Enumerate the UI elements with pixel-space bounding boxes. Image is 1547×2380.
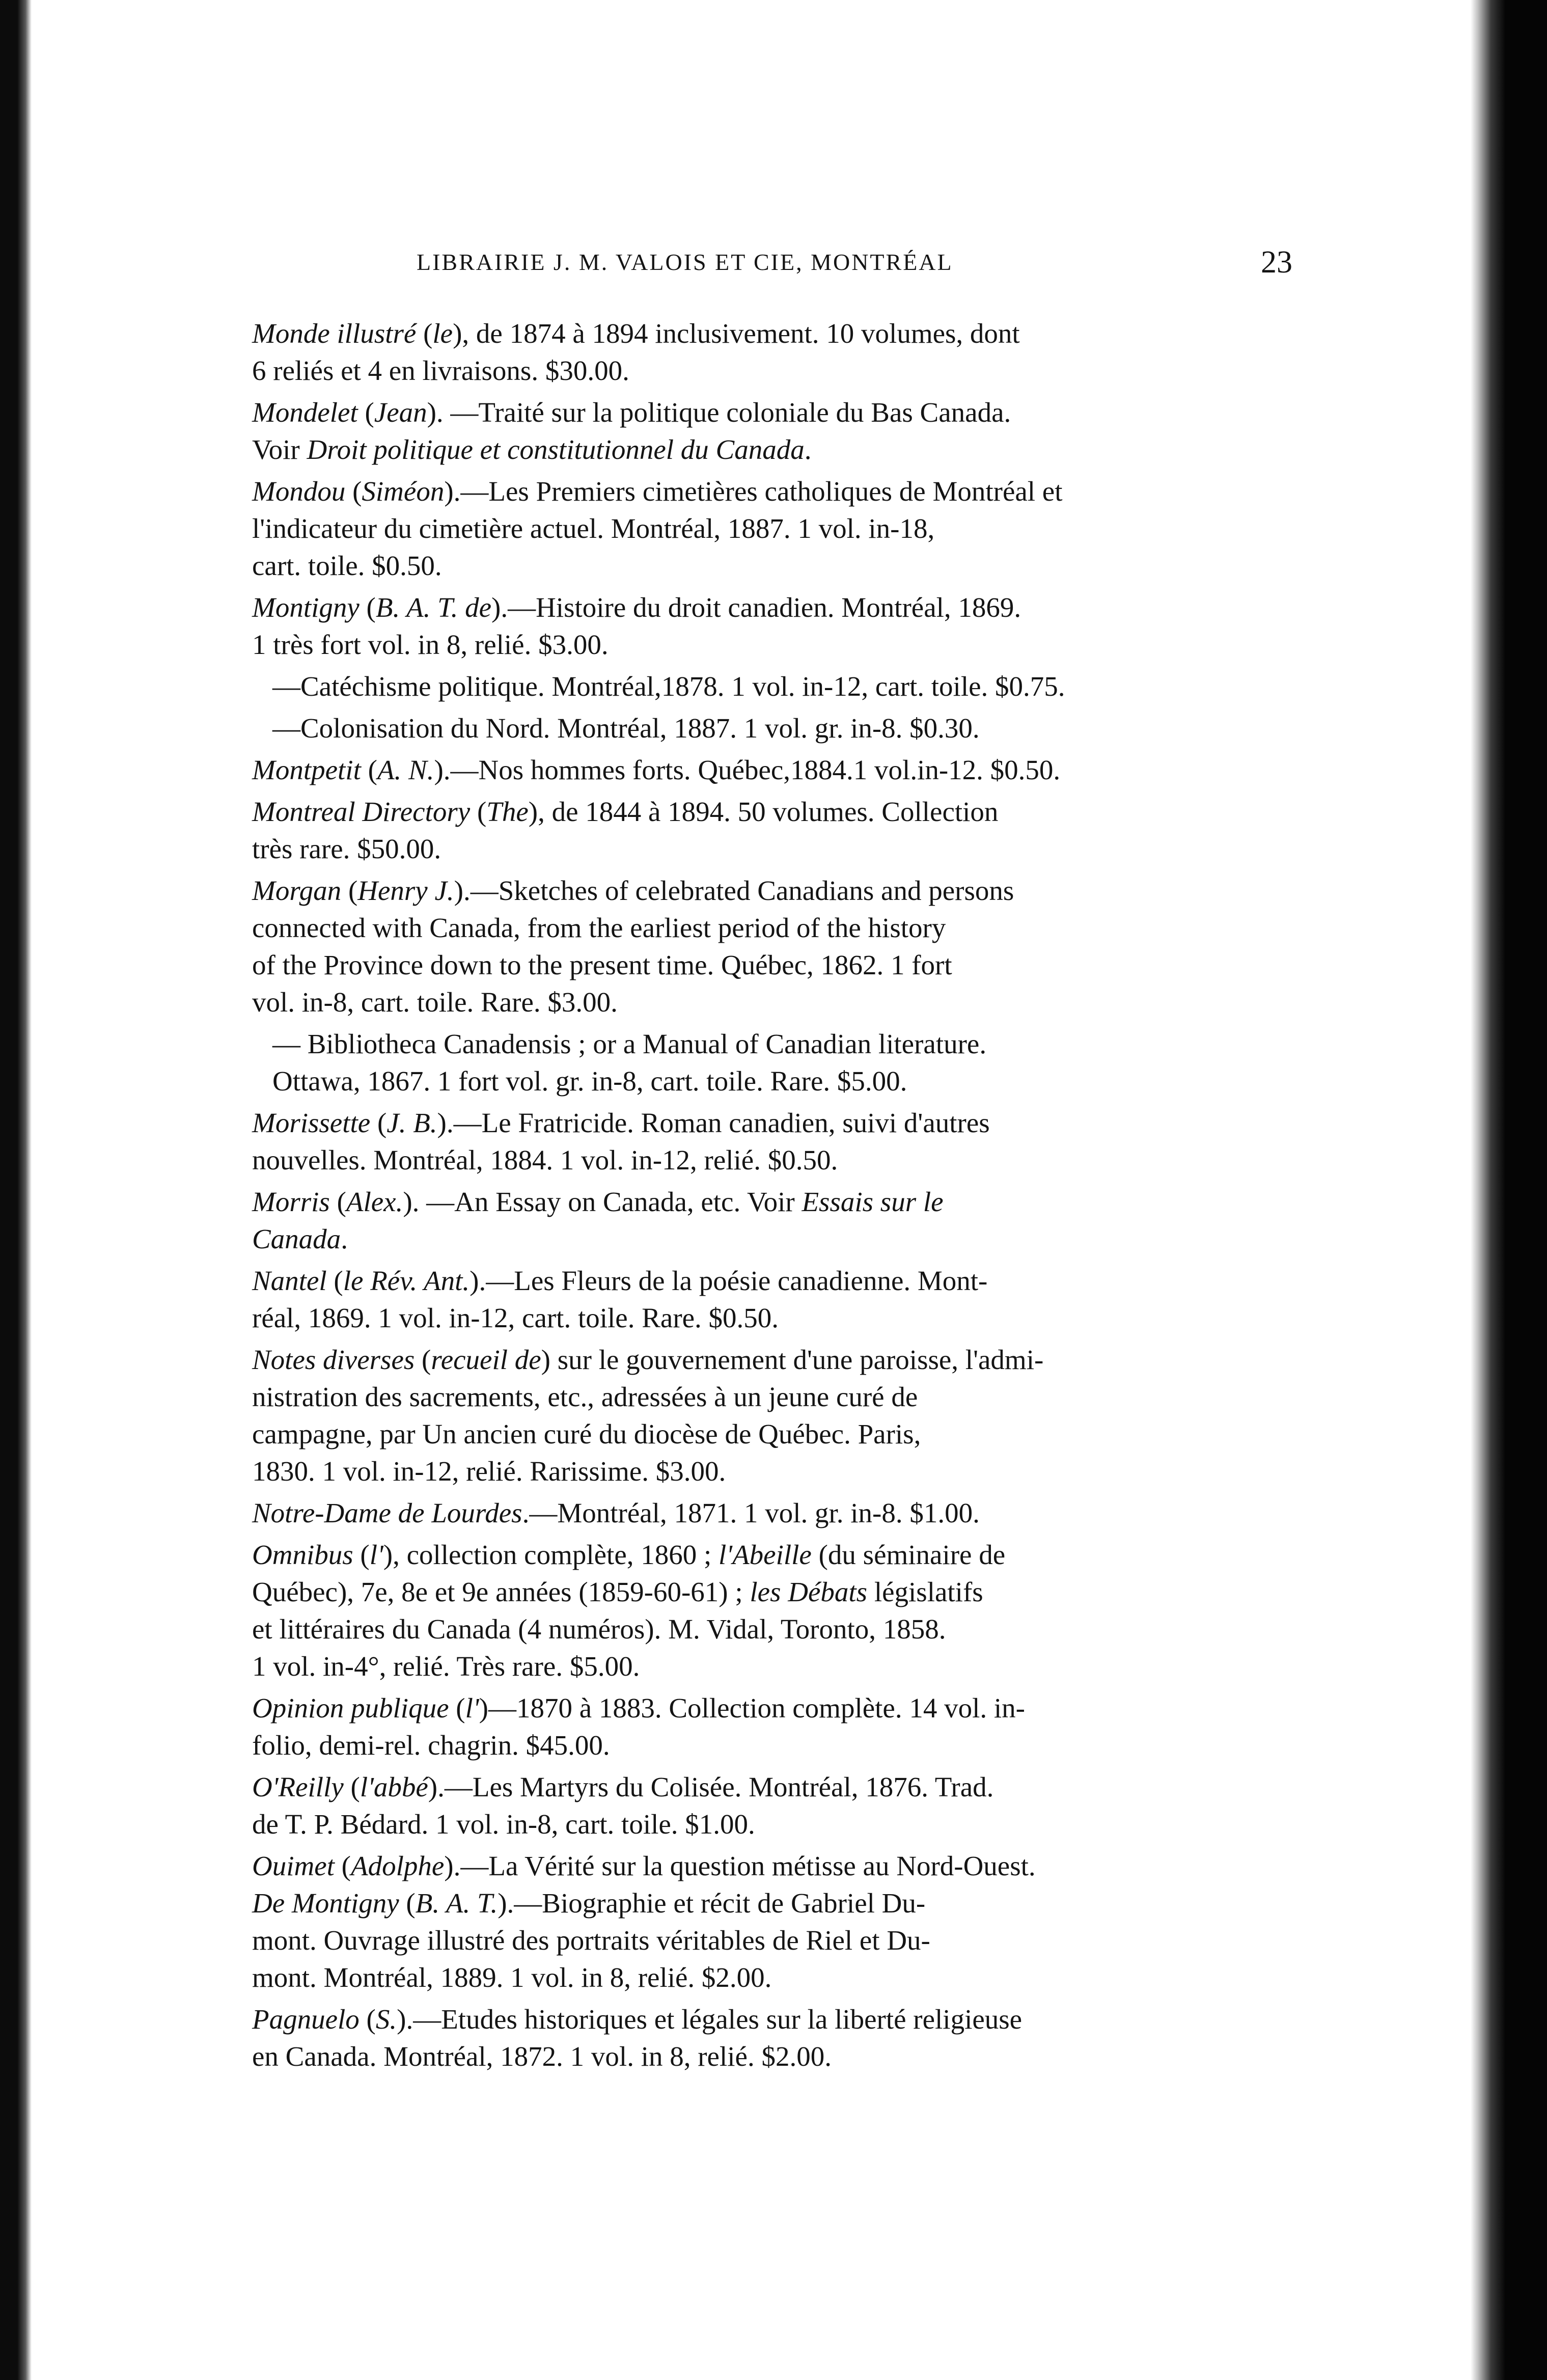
entry-italic-text: B. A. T. de [375,592,491,623]
entry-italic-text: Alex. [346,1186,403,1217]
entry-italic-text: recueil de [431,1344,541,1375]
entry-text: —Catéchisme politique. Montréal,1878. 1 vol. in-12, cart. toile. $0.75. [272,671,1065,702]
entry-text: ).—Nos hommes forts. Québec,1884.1 vol.in-12. $0.50. [434,754,1061,785]
entry-line [252,1884,1276,1922]
entry-text: ( [370,1107,387,1138]
entry-text: mont. Ouvrage illustré des portraits véritables de Riel et Du- [252,1925,930,1956]
entry-text: ).—Les Martyrs du Colisée. Montréal, 1876. Trad. [428,1771,994,1802]
entry-text: connected with Canada, from the earliest period of the history [252,912,946,943]
catalogue-entry-montpetit [252,751,1276,788]
page-header [417,244,1292,285]
entry-italic-text: Jean [374,397,427,428]
entry-line [252,1610,1276,1648]
entry-italic-text: l' [465,1692,479,1724]
entry-text: ( [329,1186,346,1217]
entry-text: ( [359,592,376,623]
entry-italic-text: Droit politique et constitutionnel du Canada [307,434,805,465]
entry-line [252,1959,1276,1996]
catalogue-entry-montreal-directory [252,793,1276,867]
catalogue-entries [252,315,1276,2080]
entry-italic-text: Mondou [252,476,346,507]
entry-line [252,315,1276,352]
entry-text: l'indicateur du cimetière actuel. Montréal, 1887. 1 vol. in-18, [252,513,935,544]
entry-italic-text: De Montigny [252,1887,399,1919]
entry-italic-text: Notre-Dame de Lourdes [252,1497,522,1528]
catalogue-entry-ouimet [252,1847,1276,1996]
entry-italic-text: Montigny [252,592,360,623]
entry-line [272,668,1276,705]
entry-line [252,793,1276,830]
entry-line [252,1805,1276,1843]
catalogue-entry-nantel [252,1262,1276,1336]
entry-text: ( [334,1850,351,1881]
entry-text: ( [449,1692,465,1724]
entry-italic-text: les Débats [750,1576,868,1607]
entry-line [252,1341,1276,1378]
entry-text: folio, demi-rel. chagrin. $45.00. [252,1730,610,1761]
entry-line [252,1453,1276,1490]
entry-italic-text: Nantel [252,1265,327,1296]
entry-text: ( [399,1887,416,1919]
entry-text: Ottawa, 1867. 1 fort vol. gr. in-8, cart. toile. Rare. $5.00. [272,1065,907,1097]
entry-line [252,394,1276,431]
entry-text: vol. in-8, cart. toile. Rare. $3.00. [252,987,618,1018]
entry-text: ).—Etudes historiques et légales sur la liberté religieuse [397,2004,1023,2035]
entry-line [252,872,1276,909]
entry-line [252,1415,1276,1453]
entry-line [252,830,1276,867]
entry-text: . [341,1223,348,1254]
entry-text: campagne, par Un ancien curé du diocèse de Québec. Paris, [252,1418,921,1449]
entry-text: ).—La Vérité sur la question métisse au Nord-Ouest. [444,1850,1036,1881]
entry-text: nistration des sacrements, etc., adressées à un jeune curé de [252,1381,918,1412]
entry-italic-text: Morissette [252,1107,371,1138]
entry-text: ).—Histoire du droit canadien. Montréal, 1869. [491,592,1021,623]
catalogue-entry-opinion-publique [252,1689,1276,1764]
catalogue-entry-notes-diverses [252,1341,1276,1490]
catalogue-entry-morris [252,1183,1276,1257]
entry-line [252,352,1276,389]
entry-text: . [804,434,812,465]
entry-line [252,1922,1276,1959]
entry-line [252,946,1276,983]
entry-line [272,709,1276,747]
catalogue-entry-montigny-catechisme [252,668,1276,705]
entry-text: — Bibliotheca Canadensis ; or a Manual of Canadian literature. [272,1028,987,1059]
catalogue-entry-notre-dame [252,1494,1276,1531]
catalogue-entry-montigny [252,589,1276,663]
entry-text: —Colonisation du Nord. Montréal, 1887. 1 vol. gr. in-8. $0.30. [272,713,980,744]
entry-line [252,1847,1276,1884]
entry-text: ). —Traité sur la politique coloniale du Bas Canada. [427,397,1011,428]
entry-line [252,751,1276,788]
entry-line [252,1727,1276,1764]
entry-line [252,2038,1276,2075]
entry-italic-text: le Rév. Ant. [343,1265,470,1296]
catalogue-entry-pagnuelo [252,2001,1276,2075]
entry-text: ).—Le Fratricide. Roman canadien, suivi d'autres [437,1107,990,1138]
entry-italic-text: l'abbé [360,1771,428,1802]
entry-italic-text: Montreal Directory [252,796,471,827]
entry-line [252,626,1276,663]
entry-text: ( [326,1265,343,1296]
entry-line [252,1573,1276,1610]
entry-line [252,547,1276,584]
entry-italic-text: Pagnuelo [252,2004,360,2035]
entry-line [252,473,1276,510]
entry-text: ), de 1844 à 1894. 50 volumes. Collection [528,796,999,827]
entry-text: 6 reliés et 4 en livraisons. $30.00. [252,355,629,386]
entry-text: ), de 1874 à 1894 inclusivement. 10 volumes, dont [453,318,1020,349]
entry-text: ).—Les Premiers cimetières catholiques de Montréal et [444,476,1063,507]
entry-text: ).—Biographie et récit de Gabriel Du- [498,1887,926,1919]
entry-text: Voir [252,434,307,465]
entry-text: nouvelles. Montréal, 1884. 1 vol. in-12, relié. $0.50. [252,1144,838,1175]
entry-line [252,1768,1276,1805]
catalogue-entry-oreilly [252,1768,1276,1843]
entry-italic-text: Siméon [362,476,445,507]
catalogue-entry-montigny-colonisation [252,709,1276,747]
entry-italic-text: A. N. [377,754,434,785]
entry-italic-text: J. B. [386,1107,437,1138]
entry-line [252,1104,1276,1141]
entry-italic-text: Morris [252,1186,330,1217]
entry-italic-text: Henry J. [357,875,454,906]
entry-text: (du séminaire de [811,1539,1006,1570]
entry-italic-text: S. [375,2004,397,2035]
running-head: LIBRAIRIE J. M. VALOIS ET CIE, MONTRÉAL [417,249,953,275]
entry-text: ) sur le gouvernement d'une paroisse, l'admi- [541,1344,1044,1375]
entry-text: ( [416,318,433,349]
entry-line [252,2001,1276,2038]
entry-text: 1 très fort vol. in 8, relié. $3.00. [252,629,609,660]
catalogue-entry-mondelet [252,394,1276,468]
entry-line [252,983,1276,1021]
entry-italic-text: Ouimet [252,1850,335,1881]
entry-italic-text: Opinion publique [252,1692,449,1724]
entry-text: en Canada. Montréal, 1872. 1 vol. in 8, relié. $2.00. [252,2041,832,2072]
entry-line [252,909,1276,946]
entry-text: ( [415,1344,431,1375]
entry-text: réal, 1869. 1 vol. in-12, cart. toile. Rare. $0.50. [252,1302,779,1333]
entry-italic-text: Morgan [252,875,342,906]
entry-line [252,1648,1276,1685]
catalogue-entry-morgan [252,872,1276,1021]
entry-text: ( [470,796,487,827]
entry-line [252,1378,1276,1415]
scan-border-right [1471,0,1547,2380]
entry-italic-text: B. A. T. [415,1887,498,1919]
entry-line [252,1536,1276,1573]
entry-text: ( [345,476,362,507]
entry-line [252,431,1276,468]
entry-italic-text: The [486,796,529,827]
entry-line [252,1299,1276,1336]
entry-line [252,1262,1276,1299]
entry-text: ).—Sketches of celebrated Canadians and persons [454,875,1014,906]
entry-line [272,1062,1276,1100]
catalogue-entry-morgan-bibliotheca [252,1025,1276,1100]
catalogue-entry-monde [252,315,1276,389]
entry-text: ( [361,754,377,785]
entry-italic-text: le [432,318,453,349]
entry-text: 1830. 1 vol. in-12, relié. Rarissime. $3.00. [252,1456,726,1487]
entry-italic-text: Omnibus [252,1539,353,1570]
entry-italic-text: Mondelet [252,397,358,428]
catalogue-entry-omnibus [252,1536,1276,1685]
entry-line [252,589,1276,626]
entry-text: et littéraires du Canada (4 numéros). M. Vidal, Toronto, 1858. [252,1613,946,1645]
entry-text: ( [341,875,358,906]
entry-line [252,1494,1276,1531]
entry-line [252,510,1276,547]
entry-italic-text: O'Reilly [252,1771,344,1802]
entry-text: de T. P. Bédard. 1 vol. in-8, cart. toile. $1.00. [252,1809,755,1840]
entry-text: législatifs [867,1576,983,1607]
entry-text: ), collection complète, 1860 ; [383,1539,719,1570]
entry-italic-text: Canada [252,1223,341,1254]
catalogue-entry-morissette [252,1104,1276,1179]
entry-line [252,1689,1276,1727]
entry-text: Québec), 7e, 8e et 9e années (1859-60-61) ; [252,1576,750,1607]
entry-italic-text: Monde illustré [252,318,417,349]
entry-text: ( [353,1539,370,1570]
entry-text: ( [343,1771,360,1802]
entry-text: mont. Montréal, 1889. 1 vol. in 8, relié. $2.00. [252,1962,772,1993]
entry-text: ). —An Essay on Canada, etc. Voir [403,1186,802,1217]
entry-italic-text: l' [369,1539,383,1570]
entry-text: )—1870 à 1883. Collection complète. 14 vol. in- [479,1692,1025,1724]
entry-line [252,1141,1276,1179]
entry-text: 1 vol. in-4°, relié. Très rare. $5.00. [252,1651,640,1682]
entry-italic-text: Essais sur le [802,1186,944,1217]
entry-text: cart. toile. $0.50. [252,550,442,581]
entry-line [252,1183,1276,1220]
entry-text: ).—Les Fleurs de la poésie canadienne. Mont- [469,1265,988,1296]
page-number: 23 [1261,245,1292,280]
entry-text: .—Montréal, 1871. 1 vol. gr. in-8. $1.00. [522,1497,980,1528]
entry-text: of the Province down to the present time. Québec, 1862. 1 fort [252,949,952,980]
scan-border-left [0,0,32,2380]
entry-line [272,1025,1276,1062]
entry-italic-text: Adolphe [351,1850,445,1881]
entry-italic-text: Montpetit [252,754,361,785]
entry-italic-text: Notes diverses [252,1344,415,1375]
catalogue-entry-mondou [252,473,1276,584]
entry-text: ( [357,397,374,428]
entry-line [252,1220,1276,1257]
entry-text: ( [359,2004,376,2035]
entry-italic-text: l'Abeille [719,1539,812,1570]
entry-text: très rare. $50.00. [252,833,441,864]
